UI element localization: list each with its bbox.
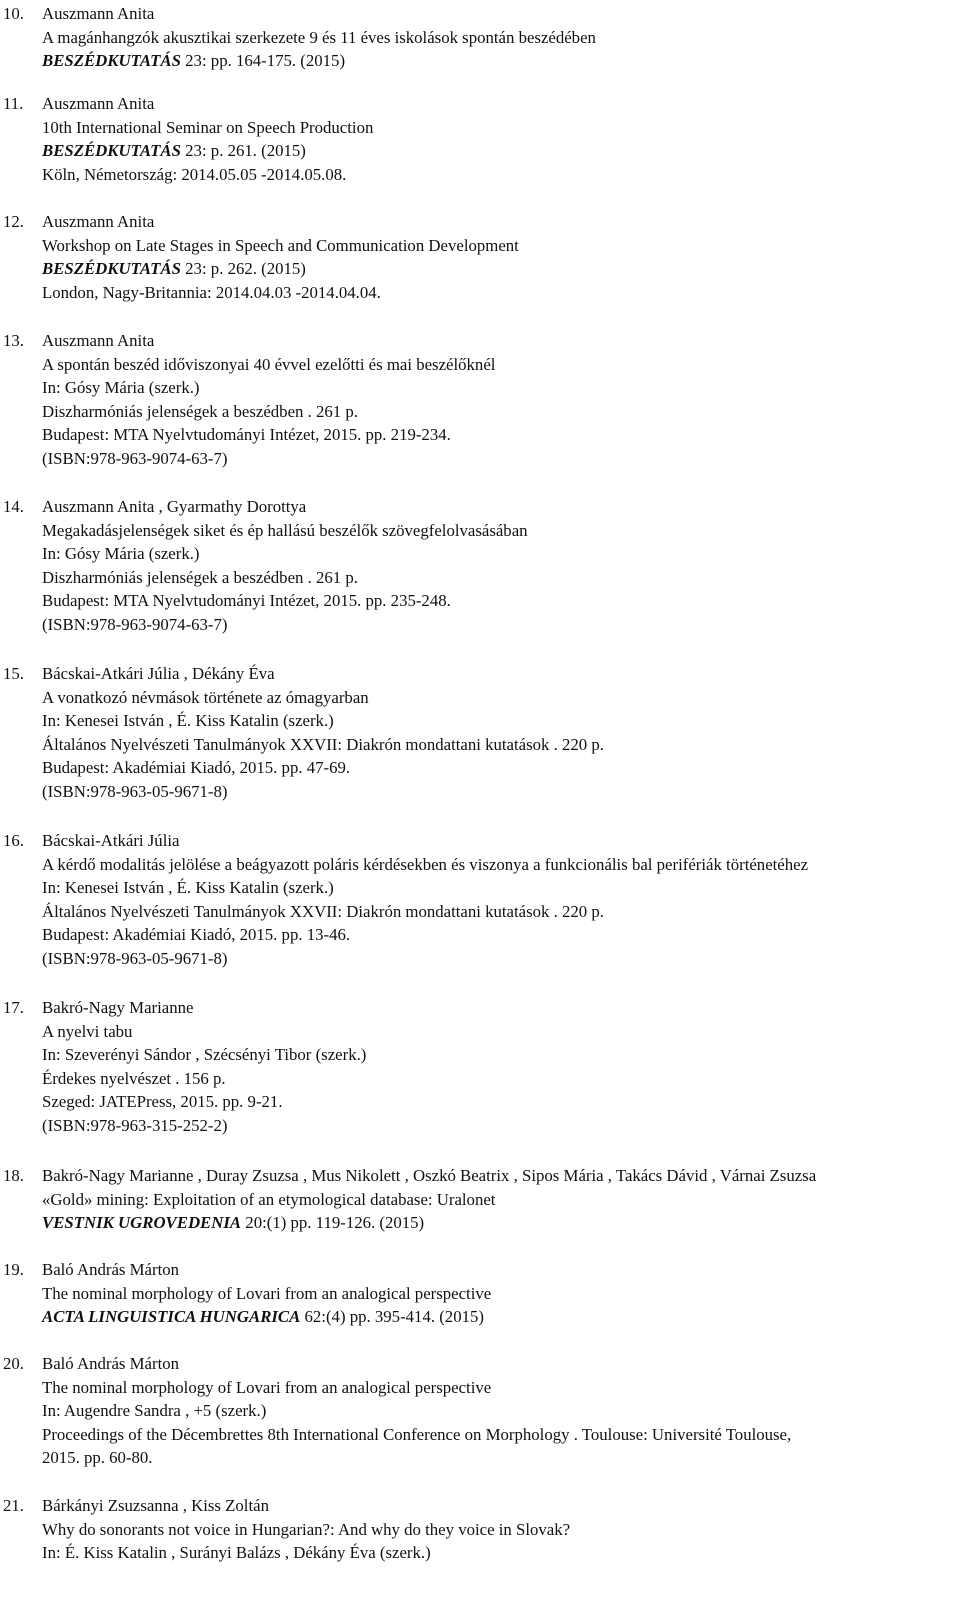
entry-line: [42, 1114, 957, 1138]
entry-line: [42, 49, 957, 73]
entry-text: Auszmann Anita: [42, 212, 155, 231]
entry-number: 18.: [3, 1166, 24, 1185]
entry-authors: [42, 329, 957, 353]
entry-line: [42, 589, 957, 613]
entry-text: Diszharmóniás jelenségek a beszédben . 261 p.: [42, 401, 358, 421]
entry-text: In: Gósy Mária (szerk.): [42, 378, 200, 398]
entry-number: 19.: [3, 1260, 24, 1279]
entry-authors: [42, 1352, 957, 1376]
entry-line: [42, 1211, 957, 1235]
entry-line: [42, 1282, 957, 1306]
entry-text: (ISBN:978-963-05-9671-8): [42, 948, 228, 968]
entry-text: 20:(1) pp. 119-126. (2015): [241, 1213, 425, 1233]
entry-authors: [42, 1164, 957, 1188]
entry-line: [42, 257, 957, 281]
entry-text: Budapest: MTA Nyelvtudományi Intézet, 2015. pp. 235-248.: [42, 591, 451, 611]
entry-text: In: Augendre Sandra , +5 (szerk.): [42, 1401, 267, 1421]
entry-text: Általános Nyelvészeti Tanulmányok XXVII: Diakrón mondattani kutatások . 220 p.: [42, 734, 604, 754]
entry-lines: [42, 996, 957, 1138]
journal-title: BESZÉDKUTATÁS: [42, 259, 181, 279]
entry-line: [42, 116, 957, 140]
entry-text: In: Szeverényi Sándor , Szécsényi Tibor (szerk.): [42, 1045, 367, 1065]
entry-number: 21.: [3, 1496, 24, 1515]
entry-text: A vonatkozó névmások története az ómagyarban: [42, 687, 369, 707]
entry-line: [42, 1043, 957, 1067]
entry-lines: [42, 1494, 957, 1565]
entry-authors: [42, 1258, 957, 1282]
entry-authors: [42, 829, 957, 853]
entry-text: (ISBN:978-963-9074-63-7): [42, 614, 228, 634]
entry-line: [42, 234, 957, 258]
entry-number: 10.: [3, 4, 24, 23]
entry-text: A nyelvi tabu: [42, 1021, 133, 1041]
entry-line: [42, 1399, 957, 1423]
entry-line: [42, 1067, 957, 1091]
entry-text: Auszmann Anita: [42, 94, 155, 113]
entry-line: [42, 853, 957, 877]
entry-number: 13.: [3, 331, 24, 350]
entry-text: 62:(4) pp. 395-414. (2015): [300, 1307, 484, 1327]
entry-line: [42, 709, 957, 733]
entry-authors: [42, 92, 957, 116]
entry-text: Köln, Németország: 2014.05.05 -2014.05.08.: [42, 164, 347, 184]
entry-line: [42, 1446, 957, 1470]
entry-lines: [42, 210, 957, 304]
entry-authors: [42, 2, 957, 26]
entry-line: [42, 1188, 957, 1212]
entry-authors: [42, 210, 957, 234]
entry-text: A magánhangzók akusztikai szerkezete 9 és 11 éves iskolások spontán beszédében: [42, 27, 596, 47]
entry-text: Bácskai-Atkári Júlia , Dékány Éva: [42, 664, 275, 683]
entry-number: 16.: [3, 831, 24, 850]
entry-line: [42, 876, 957, 900]
entry-line: [42, 1090, 957, 1114]
entry-text: Diszharmóniás jelenségek a beszédben . 261 p.: [42, 567, 358, 587]
entry-text: Általános Nyelvészeti Tanulmányok XXVII: Diakrón mondattani kutatások . 220 p.: [42, 901, 604, 921]
entry-text: Baló András Márton: [42, 1260, 180, 1279]
entry-lines: [42, 1352, 957, 1470]
entry-line: [42, 566, 957, 590]
entry-text: (ISBN:978-963-315-252-2): [42, 1115, 228, 1135]
entry-line: [42, 26, 957, 50]
entry-line: [42, 1423, 957, 1447]
entry-text: A spontán beszéd időviszonyai 40 évvel ezelőtti és mai beszélőknél: [42, 354, 496, 374]
entry-line: [42, 1541, 957, 1565]
entry-authors: [42, 495, 957, 519]
entry-line: [42, 1020, 957, 1044]
entry-lines: [42, 2, 957, 73]
entry-text: (ISBN:978-963-05-9671-8): [42, 781, 228, 801]
entry-text: 2015. pp. 60-80.: [42, 1448, 153, 1468]
entry-text: Auszmann Anita , Gyarmathy Dorottya: [42, 497, 307, 516]
entry-text: Auszmann Anita: [42, 4, 155, 23]
entry-text: 23: p. 261. (2015): [180, 141, 306, 161]
entry-line: [42, 923, 957, 947]
entry-text: 10th International Seminar on Speech Production: [42, 117, 374, 137]
entry-text: Budapest: MTA Nyelvtudományi Intézet, 2015. pp. 219-234.: [42, 425, 451, 445]
entry-text: In: Gósy Mária (szerk.): [42, 544, 200, 564]
entry-line: [42, 686, 957, 710]
entry-line: [42, 281, 957, 305]
entry-text: Megakadásjelenségek siket és ép hallású beszélők szövegfelolvasásában: [42, 520, 528, 540]
journal-title: VESTNIK UGROVEDENIA: [42, 1213, 242, 1233]
entry-line: [42, 139, 957, 163]
entry-authors: [42, 662, 957, 686]
entry-text: 23: pp. 164-175. (2015): [180, 51, 346, 71]
entry-line: [42, 353, 957, 377]
entry-lines: [42, 662, 957, 804]
entry-line: [42, 447, 957, 471]
entry-line: [42, 1518, 957, 1542]
entry-text: London, Nagy-Britannia: 2014.04.03 -2014.04.04.: [42, 282, 381, 302]
entry-line: [42, 519, 957, 543]
entry-lines: [42, 92, 957, 186]
entry-text: Auszmann Anita: [42, 331, 155, 350]
journal-title: BESZÉDKUTATÁS: [42, 51, 181, 71]
entry-line: [42, 400, 957, 424]
entry-number: 14.: [3, 497, 24, 516]
entry-text: Bárkányi Zsuzsanna , Kiss Zoltán: [42, 1496, 269, 1515]
journal-title: ACTA LINGUISTICA HUNGARICA: [42, 1307, 301, 1327]
entry-lines: [42, 1258, 957, 1329]
entry-text: Bakró-Nagy Marianne: [42, 998, 194, 1017]
entry-line: [42, 542, 957, 566]
entry-number: 11.: [3, 94, 24, 113]
entry-text: In: Kenesei István , É. Kiss Katalin (szerk.): [42, 711, 334, 731]
entry-text: The nominal morphology of Lovari from an analogical perspective: [42, 1377, 492, 1397]
entry-text: (ISBN:978-963-9074-63-7): [42, 448, 228, 468]
entry-line: [42, 756, 957, 780]
entry-text: Baló András Márton: [42, 1354, 180, 1373]
entry-line: [42, 780, 957, 804]
entry-text: Bácskai-Atkári Júlia: [42, 831, 180, 850]
entry-text: Budapest: Akadémiai Kiadó, 2015. pp. 13-46.: [42, 925, 351, 945]
entry-text: The nominal morphology of Lovari from an analogical perspective: [42, 1283, 492, 1303]
entry-line: [42, 947, 957, 971]
entry-line: [42, 900, 957, 924]
entry-text: Bakró-Nagy Marianne , Duray Zsuzsa , Mus Nikolett , Oszkó Beatrix , Sipos Mária , Takács Dávid , Várnai Zsuzsa: [42, 1166, 817, 1185]
entry-authors: [42, 1494, 957, 1518]
entry-text: Szeged: JATEPress, 2015. pp. 9-21.: [42, 1092, 283, 1112]
entry-line: [42, 376, 957, 400]
entry-text: Érdekes nyelvészet . 156 p.: [42, 1068, 226, 1088]
entry-text: In: Kenesei István , É. Kiss Katalin (szerk.): [42, 878, 334, 898]
journal-title: BESZÉDKUTATÁS: [42, 141, 181, 161]
entry-lines: [42, 829, 957, 971]
entry-line: [42, 733, 957, 757]
entry-authors: [42, 996, 957, 1020]
entry-number: 15.: [3, 664, 24, 683]
entry-line: [42, 423, 957, 447]
entry-text: Why do sonorants not voice in Hungarian?: And why do they voice in Slovak?: [42, 1519, 571, 1539]
entry-number: 20.: [3, 1354, 24, 1373]
entry-text: «Gold» mining: Exploitation of an etymological database: Uralonet: [42, 1189, 496, 1209]
entry-text: 23: p. 262. (2015): [180, 259, 306, 279]
entry-line: [42, 163, 957, 187]
entry-lines: [42, 1164, 957, 1235]
entry-text: A kérdő modalitás jelölése a beágyazott poláris kérdésekben és viszonya a funkcionális bal perifériák történetéhez: [42, 854, 809, 874]
entry-number: 12.: [3, 212, 24, 231]
entry-lines: [42, 495, 957, 637]
entry-line: [42, 1305, 957, 1329]
entry-text: Workshop on Late Stages in Speech and Communication Development: [42, 235, 519, 255]
entry-line: [42, 613, 957, 637]
entry-number: 17.: [3, 998, 24, 1017]
entry-text: In: É. Kiss Katalin , Surányi Balázs , Dékány Éva (szerk.): [42, 1543, 431, 1563]
entry-line: [42, 1376, 957, 1400]
entry-text: Proceedings of the Décembrettes 8th International Conference on Morphology . Toulouse: Université Toulouse,: [42, 1424, 792, 1444]
entry-lines: [42, 329, 957, 471]
entry-text: Budapest: Akadémiai Kiadó, 2015. pp. 47-69.: [42, 758, 351, 778]
